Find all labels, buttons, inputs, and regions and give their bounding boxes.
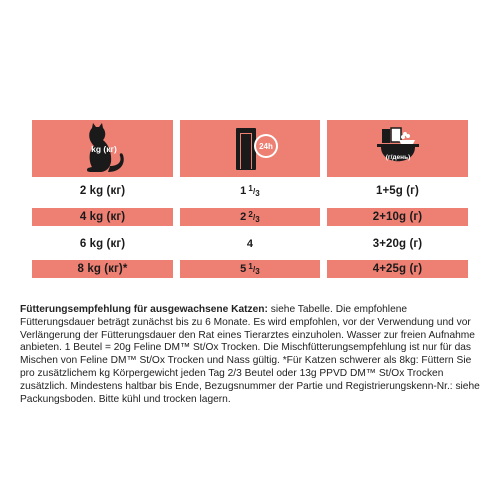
pouch-cell: 1 1/3 bbox=[240, 183, 260, 198]
table-row bbox=[32, 182, 468, 200]
dry-cell: 2+10g (г) bbox=[327, 208, 468, 226]
pouch-cell: 2 2/3 bbox=[180, 208, 320, 226]
scale-icon bbox=[327, 120, 468, 177]
dry-cell: 4+25g (г) bbox=[327, 260, 468, 278]
dry-cell: 1+5g (г) bbox=[376, 185, 419, 197]
table-row bbox=[32, 208, 468, 226]
weight-cell: 6 kg (кг) bbox=[79, 238, 126, 250]
weight-cell: 4 kg (кг) bbox=[32, 208, 173, 226]
header-cell-weight bbox=[32, 120, 173, 177]
header-cell-portion bbox=[327, 120, 468, 177]
time-label: 24h bbox=[259, 142, 273, 151]
table-row bbox=[32, 260, 468, 278]
header-cell-pouch bbox=[180, 120, 320, 177]
dry-cell: 3+20g (г) bbox=[372, 238, 423, 250]
description-lead: Fütterungsempfehlung für ausgewachsene Katzen: bbox=[20, 304, 268, 315]
weight-cell: 8 kg (кг)* bbox=[32, 260, 173, 278]
pouch-cell: 5 1/3 bbox=[180, 260, 320, 278]
weight-header-label: kg (кг) bbox=[91, 144, 117, 154]
cat-icon bbox=[32, 120, 173, 177]
portion-header-label: (г/день) bbox=[385, 154, 411, 161]
pouch-cell: 4 bbox=[246, 238, 254, 250]
weight-cell: 2 kg (кг) bbox=[79, 185, 126, 197]
table-row bbox=[32, 235, 468, 253]
feeding-description bbox=[20, 304, 480, 406]
feeding-table bbox=[32, 120, 468, 283]
pouch-icon bbox=[180, 120, 320, 177]
table-header bbox=[32, 120, 468, 177]
description-body: siehe Tabelle. Die empfohlene Fütterungsdauer beträgt zunächst bis zu 6 Monate. Es wird empfohlen, vor der Verwendung und vor Verlängerung der Fütterungsdauer den Rat eines Tierarztes einzuholen. Wasser zur freien Aufnahme anbieten. 1 Beutel = 20g Feline DM™ St/Ox Trocken. Die Mischfütterungsempfehlung ist nur für das Mischen von Feline DM™ St/Ox Trocken und Nass gültig. *Für Katzen schwerer als 8kg: Füttern Sie pro zusätzlichem kg Körpergewicht jeden Tag 2/3 Beutel oder 13g PPVD DM™ St/Ox Trocken zusätzlich. Mindestens haltbar bis Ende, Bezugsnummer der Partie und Registrierungskenn-Nr.: siehe Packungsboden. Bitte kühl und trocken lagern. bbox=[20, 304, 480, 405]
